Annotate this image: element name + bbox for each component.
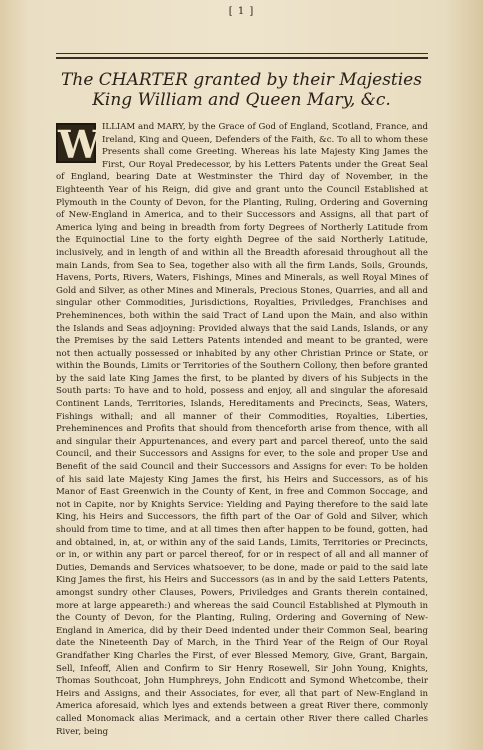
body-paragraph: ILLIAM and MARY, by the Grace of God of England, Scotland, France, and Ireland, King and Queen, Defenders of the Faith, &c. To all to whom these Presents shall come Greeting. Whereas his late Majesty King James the First, Our Royal Predecessor, by his Letters Patents under the Great Seal of England, bearing Date at Westminster the Third day of November, in the Eighteenth Year of his Reign, did give and grant unto the Council Established at Plymouth in the County of Devon, for the Planting, Ruling, Ordering and Governing of New-England in America, and to their Successors and Assigns, all that part of America lying and being in breadth from forty Degrees of Northerly Latitude from the Equinoctial Line to the forty eighth Degree of the said Northerly Latitude, inclusively, and in length of and within all the Breadth aforesaid throughout all the main Lands, from Sea to Sea, together also with all the firm Lands, Soils, Grounds, Havens, Ports, Rivers, Waters, Fishings, Mines and Minerals, as well Royal Mines of Gold and Silver, as other Mines and Minerals, Precious Stones, Quarries, and all and singular other Commodities, Jurisdictions, Royalties, Priviledges, Franchises and Preheminences, both within the said Tract of Land upon the Main, and also within the Islands and Seas adjoyning: Provided always that the said Lands, Islands, or any the Premises by the said Letters Patents intended and meant to be granted, were not then actually possessed or inhabited by any other Christian Prince or State, or within the Bounds, Limits or Territories of the Southern Collony, then before granted by the said late King James the first, to be planted by divers of his Subjects in the South parts: To have and to hold, possess and enjoy, all and singular the aforesaid Continent Lands, Territories, Islands, Hereditaments and Precincts, Seas, Waters, Fishings withall; and all manner of their Commodities, Royalties, Liberties, Preheminences and Profits that should from thenceforth arise from thence, with all and singular their Appurtenances, and every part and parcel thereof, unto the said Council, and their Successors and Assigns for ever, to the sole and proper Use and Benefit of the said Council and their Successors and Assigns for ever: To be holden of his said late Majesty King James the first, his Heirs and Successors, as of his Manor of East Greenwich in the County of Kent, in free and Common Soccage, and not in Capite, nor by Knights Service: Yielding and Paying therefore to the said late King, his Heirs and Successors, the fifth part of the Oar of Gold and Silver, which should from time to time, and at all times then after happen to be found, gotten, had and obtained, in, at, or within any of the said Lands, Limits, Territories or Precincts, or in, or within any part or parcel thereof, for or in respect of all and all manner of Duties, Demands and Services whatsoever, to be done, made or paid to the said late King James the first, his Heirs and Successors (as in and by the said Letters Patents, amongst sundry other Clauses, Powers, Priviledges and Grants therein contained, more at large appeareth:) and whereas the said Council Established at Plymouth in the County of Devon, for the Planting, Ruling, Ordering and Governing of New-England in America, did by their Deed indented under their Common Seal, bearing date the Nineteenth Day of March, in the Third Year of the Reign of Our Royal Grandfather King Charles the First, of ever Blessed Memory, Give, Grant, Bargain, Sell, Infeoff, Alien and Confirm to Sir Henry Rosewell, Sir John Young, Knights, Thomas Southcoat, John Humphreys, John Endicott and Symond Whetcombe, their Heirs and Assigns, and their Associates, for ever, all that part of New-England in America aforesaid, which lyes and extends between a great River there, commonly called Monomack alias Merimack, and a certain other River there called Charles River, being: [56, 122, 428, 737]
charter-body: [56, 121, 428, 738]
header-rule-thick: [56, 57, 428, 59]
title-line-1: The CHARTER granted by their Majesties: [61, 70, 422, 90]
decorative-initial: W: [58, 122, 101, 167]
charter-title: [40, 70, 443, 110]
title-line-2: King William and Queen Mary, &c.: [92, 90, 391, 110]
page-number: [ 1 ]: [228, 6, 255, 17]
header-rule-thin: [56, 53, 428, 54]
